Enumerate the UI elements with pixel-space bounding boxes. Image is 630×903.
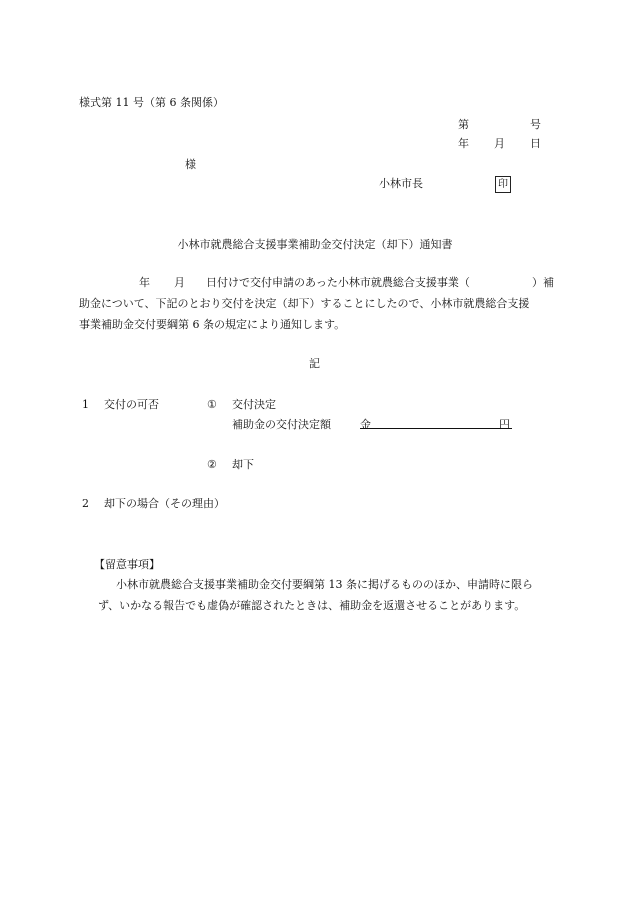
- date-day-mark: 日: [530, 137, 541, 150]
- item2-number: 2: [82, 497, 89, 510]
- doc-number-suffix: 号: [530, 118, 541, 131]
- form-number: 様式第 11 号（第 6 条関係）: [79, 96, 224, 109]
- option1-mark: ①: [207, 398, 217, 411]
- doc-number-prefix: 第: [458, 118, 469, 131]
- ki-mark: 記: [309, 357, 320, 370]
- item2-label: 却下の場合（その理由）: [104, 497, 225, 510]
- amount-underline: [360, 428, 512, 429]
- amount-unit: 円: [499, 418, 510, 431]
- issuer-name: 小林市長: [379, 177, 423, 190]
- notes-line2: ず、いかなる報告でも虚偽が確認されたときは、補助金を返還させることがあります。: [98, 599, 526, 612]
- document-title: 小林市就農総合支援事業補助金交付決定（却下）通知書: [177, 238, 453, 251]
- body-month-mark: 月: [174, 276, 185, 289]
- notes-line1: 小林市就農総合支援事業補助金交付要綱第 13 条に掲げるもののほか、申請時に限ら: [116, 578, 533, 591]
- item1-label: 交付の可否: [104, 398, 159, 411]
- notes-heading: 【留意事項】: [94, 558, 160, 571]
- date-month-mark: 月: [494, 137, 505, 150]
- body-line1-close: ）補: [532, 276, 554, 289]
- body-line2: 助金について、下記のとおり交付を決定（却下）することにしたので、小林市就農総合支援: [79, 297, 530, 310]
- body-line3: 事業補助金交付要綱第 6 条の規定により通知します。: [79, 318, 346, 331]
- option2-mark: ②: [207, 458, 217, 471]
- amount-prefix: 金: [360, 418, 371, 431]
- body-line1-main: 日付けで交付申請のあった小林市就農総合支援事業（: [206, 276, 470, 289]
- option1-label: 交付決定: [232, 398, 276, 411]
- item1-number: 1: [82, 398, 89, 411]
- addressee-honorific: 様: [185, 158, 196, 171]
- seal-box: 印: [495, 176, 511, 193]
- amount-label: 補助金の交付決定額: [232, 418, 331, 431]
- option2-label: 却下: [232, 458, 254, 471]
- date-year-mark: 年: [458, 137, 469, 150]
- body-year-mark: 年: [139, 276, 150, 289]
